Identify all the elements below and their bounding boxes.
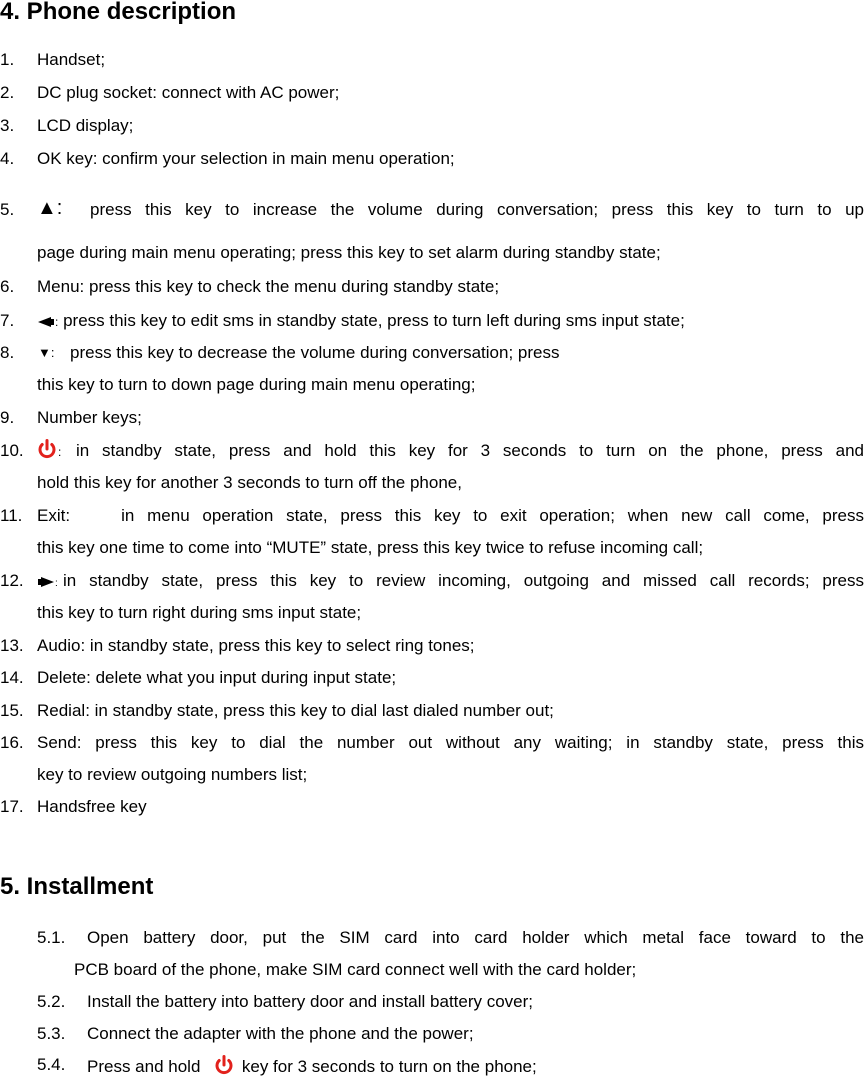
- item-6-text: Menu: press this key to check the menu during standby state;: [37, 277, 500, 296]
- item-10-icon-wrap: [36, 438, 61, 463]
- item-12-icon-wrap: [37, 570, 58, 595]
- item-5-number: 5.: [0, 200, 15, 219]
- item-10-number: 10.: [0, 441, 24, 460]
- item-2-number: 2.: [0, 83, 15, 102]
- item-15-text: Redial: in standby state, press this key to dial last dialed number out;: [37, 701, 554, 720]
- item-5-text-line-1: press this key to increase the volume during conversation; press this key to turn to up: [90, 200, 864, 219]
- step-5-1-text-line-1: Open battery door, put the SIM card into card holder which metal face toward to the: [87, 928, 864, 947]
- item-12-separator: :: [55, 578, 58, 589]
- step-5-2-text: Install the battery into battery door and install battery cover;: [87, 992, 534, 1011]
- step-5-1-number: 5.1.: [37, 928, 66, 947]
- step-5-3-text: Connect the adapter with the phone and the power;: [87, 1024, 474, 1043]
- item-15-number: 15.: [0, 701, 24, 720]
- power-icon: [36, 438, 58, 460]
- item-5-text-line-2: page during main menu operating; press this key to set alarm during standby state;: [37, 243, 661, 262]
- item-11-text-line-2: this key one time to come into “MUTE” state, press this key twice to refuse incoming call;: [37, 538, 704, 557]
- up-arrow-icon: ▲:: [37, 197, 63, 219]
- item-6-number: 6.: [0, 277, 15, 296]
- item-1-text: Handset;: [37, 50, 106, 69]
- item-7-line: [37, 310, 685, 333]
- item-17-text: Handsfree key: [37, 797, 147, 816]
- step-5-4-text-before: Press and hold: [87, 1057, 201, 1076]
- section-4-heading: 4. Phone description: [0, 0, 237, 25]
- item-4-text: OK key: confirm your selection in main menu operation;: [37, 149, 455, 168]
- item-8-text-line-1: press this key to decrease the volume during conversation; press: [70, 343, 560, 362]
- item-10-separator: :: [58, 445, 62, 459]
- item-12-text-line-1: in standby state, press this key to review incoming, outgoing and missed call records; press: [63, 571, 864, 590]
- item-4-number: 4.: [0, 149, 15, 168]
- step-5-3-number: 5.3.: [37, 1024, 66, 1043]
- item-9-number: 9.: [0, 408, 15, 427]
- item-2-text: DC plug socket: connect with AC power;: [37, 83, 340, 102]
- item-7-text: press this key to edit sms in standby state, press to turn left during sms input state;: [63, 311, 685, 330]
- item-12-text-line-2: this key to turn right during sms input state;: [37, 603, 362, 622]
- step-5-1-text-line-2: PCB board of the phone, make SIM card connect well with the card holder;: [74, 960, 637, 979]
- item-11-text-line-1: Exit: in menu operation state, press this key to exit operation; when new call come, press: [37, 506, 864, 525]
- right-arrow-icon: [37, 576, 55, 588]
- item-9-text: Number keys;: [37, 408, 142, 427]
- item-16-text-line-1: Send: press this key to dial the number out without any waiting; in standby state, press this: [37, 733, 864, 752]
- item-1-number: 1.: [0, 50, 15, 69]
- item-17-number: 17.: [0, 797, 24, 816]
- item-3-text: LCD display;: [37, 116, 134, 135]
- down-arrow-icon: ▼:: [38, 345, 55, 360]
- item-8-text-line-2: this key to turn to down page during main menu operating;: [37, 375, 476, 394]
- power-icon: [213, 1054, 235, 1076]
- item-13-number: 13.: [0, 636, 24, 655]
- item-16-text-line-2: key to review outgoing numbers list;: [37, 765, 308, 784]
- item-7-separator: :: [55, 315, 59, 329]
- section-5-heading: 5. Installment: [0, 873, 154, 900]
- item-13-text: Audio: in standby state, press this key to select ring tones;: [37, 636, 475, 655]
- item-10-text-line-1: in standby state, press and hold this key for 3 seconds to turn on the phone, press and: [76, 441, 864, 460]
- item-14-number: 14.: [0, 668, 24, 687]
- step-5-4-text-after: key for 3 seconds to turn on the phone;: [241, 1057, 537, 1076]
- item-12-number: 12.: [0, 571, 24, 590]
- item-14-text: Delete: delete what you input during input state;: [37, 668, 397, 687]
- item-7-number: 7.: [0, 311, 15, 330]
- item-3-number: 3.: [0, 116, 15, 135]
- left-arrow-icon: [37, 316, 55, 328]
- step-5-4-number: 5.4.: [37, 1055, 66, 1074]
- item-11-number: 11.: [0, 506, 23, 525]
- item-10-text-line-2: hold this key for another 3 seconds to turn off the phone,: [37, 473, 462, 492]
- step-5-4-line: [87, 1054, 537, 1078]
- item-16-number: 16.: [0, 733, 24, 752]
- item-8-number: 8.: [0, 343, 15, 362]
- step-5-2-number: 5.2.: [37, 992, 66, 1011]
